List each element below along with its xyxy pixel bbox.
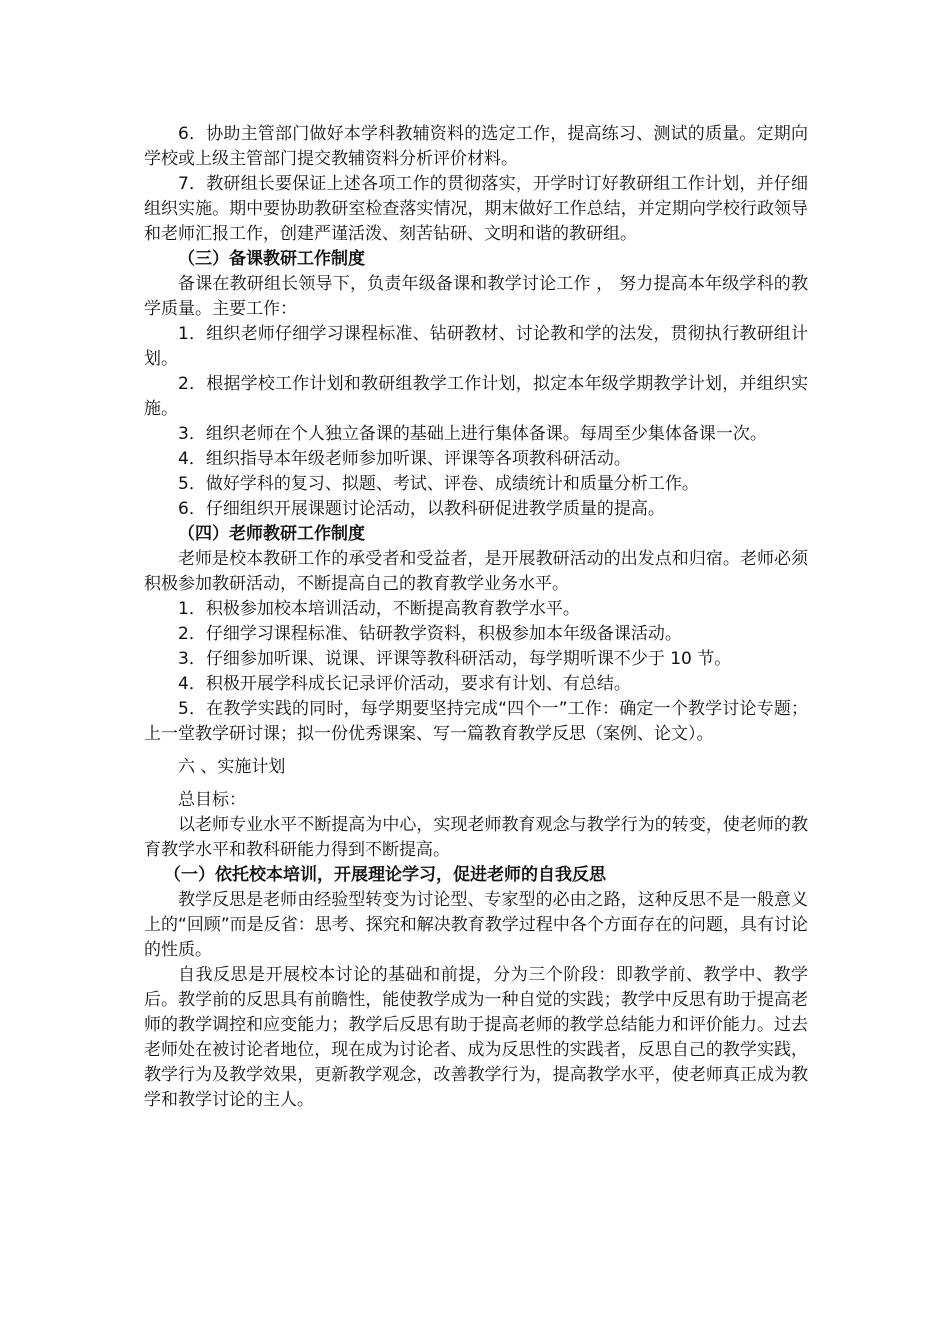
paragraph-teacher-5: 5．在教学实践的同时，每学期要坚持完成“四个一”工作：确定一个教学讨论专题；上一堂教学研讨课；拟一份优秀课案、写一篇教育教学反思（案例、论文）。: [144, 699, 808, 744]
paragraph-prep-2: 2．根据学校工作计划和教研组教学工作计划，拟定本年级学期教学计划，并组织实施。: [144, 374, 808, 419]
paragraph-teacher-1: 1．积极参加校本培训活动，不断提高教育教学水平。: [178, 599, 580, 619]
document-body: [144, 122, 808, 1113]
paragraph-teacher-4: 4．积极开展学科成长记录评价活动，要求有计划、有总结。: [178, 674, 631, 694]
paragraph-reflection-2: 自我反思是开展校本讨论的基础和前提，分为三个阶段：即教学前、教学中、教学后。教学前的反思具有前瞻性，能使教学成为一种自觉的实践；教学中反思有助于提高老师的教学调控和应变能力；教学后反思有助于提高老师的教学总结能力和评价能力。过去老师处在被讨论者地位，现在成为讨论者、成为反思性的实践者，反思自己的教学实践，教学行为及教学效果，更新教学观念，改善教学行为，提高教学水平，使老师真正成为教学和教学讨论的主人。: [144, 965, 808, 1110]
paragraph-item-6: 6．协助主管部门做好本学科教辅资料的选定工作，提高练习、测试的质量。定期向学校或上级主管部门提交教辅资料分析评价材料。: [144, 124, 808, 169]
spacer: [144, 747, 808, 755]
section-heading-reflection: （一）依托校本培训，开展理论学习，促进老师的自我反思: [164, 865, 606, 885]
paragraph-prep-3: 3．组织老师在个人独立备课的基础上进行集体备课。每周至少集体备课一次。: [178, 424, 767, 444]
section-heading-prep: （三）备课教研工作制度: [178, 249, 365, 269]
paragraph-teacher-3: 3．仔细参加听课、说课、评课等教科研活动，每学期听课不少于 10 节。: [178, 649, 732, 669]
goal-label: 总目标：: [178, 790, 246, 810]
paragraph-prep-1: 1．组织老师仔细学习课程标准、钻研教材、讨论教和学的法发，贯彻执行教研组计划。: [144, 324, 808, 369]
paragraph-prep-6: 6．仔细组织开展课题讨论活动，以教科研促进教学质量的提高。: [178, 499, 665, 519]
paragraph-reflection-1: 教学反思是老师由经验型转变为讨论型、专家型的必由之路，这种反思不是一般意义上的“回顾”而是反省：思考、探究和解决教育教学过程中各个方面存在的问题，具有讨论的性质。: [144, 890, 808, 960]
spacer: [144, 780, 808, 788]
paragraph-item-7: 7．教研组长要保证上述各项工作的贯彻落实，开学时订好教研组工作计划，并仔细组织实施。期中要协助教研室检查落实情况，期末做好工作总结，并定期向学校行政领导和老师汇报工作，创建严谨活泼、刻苦钻研、文明和谐的教研组。: [144, 174, 808, 244]
section-heading-plan: 六 、实施计划: [178, 757, 286, 777]
paragraph-teacher-2: 2．仔细学习课程标准、钻研教学资料，积极参加本年级备课活动。: [178, 624, 682, 644]
paragraph-goal: 以老师专业水平不断提高为中心，实现老师教育观念与教学行为的转变，使老师的教育教学水平和教科研能力得到不断提高。: [144, 815, 808, 860]
paragraph-prep-5: 5．做好学科的复习、拟题、考试、评卷、成绩统计和质量分析工作。: [178, 474, 699, 494]
paragraph-prep-4: 4．组织指导本年级老师参加听课、评课等各项教科研活动。: [178, 449, 631, 469]
section-heading-teacher: （四）老师教研工作制度: [178, 524, 365, 544]
paragraph-teacher-intro: 老师是校本教研工作的承受者和受益者，是开展教研活动的出发点和归宿。老师必须积极参加教研活动，不断提高自己的教育教学业务水平。: [144, 549, 808, 594]
paragraph-prep-intro: 备课在教研组长领导下，负责年级备课和教学讨论工作 ， 努力提高本年级学科的教学质量。主要工作：: [144, 274, 808, 319]
